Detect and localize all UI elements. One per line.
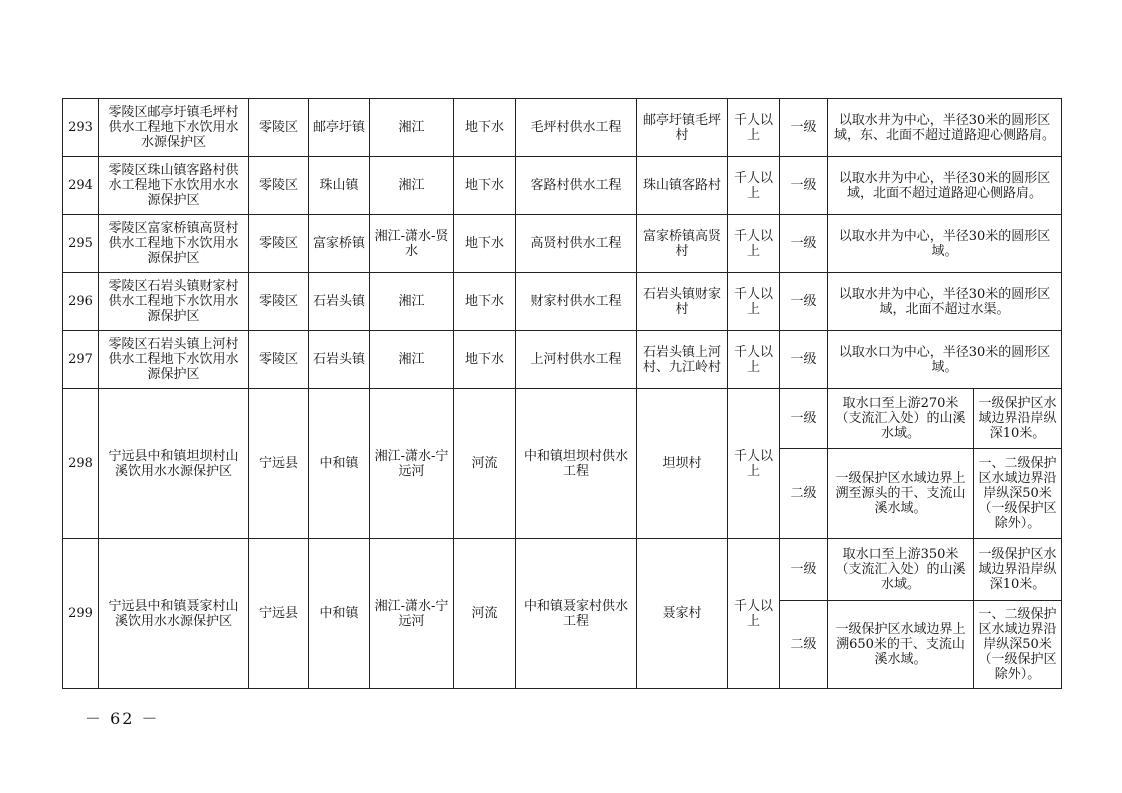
water-range: 一级保护区水域边界上溯至源头的干、支流山溪水域。 xyxy=(828,449,974,539)
water-range: 取水口至上游350米（支流汇入处）的山溪水域。 xyxy=(828,539,974,601)
water-type: 河流 xyxy=(454,539,516,689)
land-range: 一级保护区水域边界沿岸纵深10米。 xyxy=(974,539,1062,601)
service-area: 富家桥镇高贤村 xyxy=(637,215,728,273)
table-row xyxy=(63,215,1062,273)
river-basin: 湘江 xyxy=(370,157,454,215)
project-name: 中和镇聂家村供水工程 xyxy=(516,539,637,689)
scale: 千人以上 xyxy=(728,273,780,331)
land-range: 一级保护区水域边界沿岸纵深10米。 xyxy=(974,389,1062,449)
protection-level: 一级 xyxy=(780,389,828,449)
water-type: 地下水 xyxy=(454,157,516,215)
scale: 千人以上 xyxy=(728,99,780,157)
water-type: 地下水 xyxy=(454,215,516,273)
service-area: 邮亭圩镇毛坪村 xyxy=(637,99,728,157)
row-number: 293 xyxy=(63,99,99,157)
project-name: 高贤村供水工程 xyxy=(516,215,637,273)
town: 珠山镇 xyxy=(309,157,370,215)
water-type: 河流 xyxy=(454,389,516,539)
zone-name: 零陵区石岩头镇财家村供水工程地下水饮用水源保护区 xyxy=(99,273,249,331)
scale: 千人以上 xyxy=(728,389,780,539)
row-number: 298 xyxy=(63,389,99,539)
county: 零陵区 xyxy=(249,99,309,157)
town: 石岩头镇 xyxy=(309,273,370,331)
row-number: 297 xyxy=(63,331,99,389)
protection-level: 一级 xyxy=(780,539,828,601)
river-basin: 湘江 xyxy=(370,99,454,157)
town: 富家桥镇 xyxy=(309,215,370,273)
protection-level: 一级 xyxy=(780,331,828,389)
water-range: 取水口至上游270米（支流汇入处）的山溪水域。 xyxy=(828,389,974,449)
protection-zone-table xyxy=(62,98,1062,689)
town: 中和镇 xyxy=(309,389,370,539)
table-row xyxy=(63,389,1062,449)
river-basin: 湘江-潇水-贤水 xyxy=(370,215,454,273)
zone-name: 零陵区珠山镇客路村供水工程地下水饮用水水源保护区 xyxy=(99,157,249,215)
service-area: 坦坝村 xyxy=(637,389,728,539)
project-name: 中和镇坦坝村供水工程 xyxy=(516,389,637,539)
table-row xyxy=(63,99,1062,157)
table-row xyxy=(63,273,1062,331)
zone-name: 零陵区邮亭圩镇毛坪村供水工程地下水饮用水水源保护区 xyxy=(99,99,249,157)
service-area: 珠山镇客路村 xyxy=(637,157,728,215)
table-row xyxy=(63,331,1062,389)
town: 邮亭圩镇 xyxy=(309,99,370,157)
water-type: 地下水 xyxy=(454,331,516,389)
scale: 千人以上 xyxy=(728,539,780,689)
town: 石岩头镇 xyxy=(309,331,370,389)
page-number: － 62 － xyxy=(85,709,160,728)
protection-range: 以取水井为中心，半径30米的圆形区域，东、北面不超过道路迎心侧路肩。 xyxy=(828,99,1062,157)
land-range: 一、二级保护区水域边界沿岸纵深50米（一级保护区除外）。 xyxy=(974,449,1062,539)
protection-level: 二级 xyxy=(780,601,828,689)
zone-name: 零陵区富家桥镇高贤村供水工程地下水饮用水源保护区 xyxy=(99,215,249,273)
river-basin: 湘江 xyxy=(370,273,454,331)
table-row xyxy=(63,539,1062,601)
table-row xyxy=(63,157,1062,215)
zone-name: 零陵区石岩头镇上河村供水工程地下水饮用水源保护区 xyxy=(99,331,249,389)
zone-name: 宁远县中和镇聂家村山溪饮用水水源保护区 xyxy=(99,539,249,689)
scale: 千人以上 xyxy=(728,157,780,215)
water-type: 地下水 xyxy=(454,273,516,331)
zone-name: 宁远县中和镇坦坝村山溪饮用水水源保护区 xyxy=(99,389,249,539)
row-number: 295 xyxy=(63,215,99,273)
county: 零陵区 xyxy=(249,215,309,273)
scale: 千人以上 xyxy=(728,331,780,389)
river-basin: 湘江 xyxy=(370,331,454,389)
protection-range: 以取水井为中心，半径30米的圆形区域。 xyxy=(828,215,1062,273)
water-type: 地下水 xyxy=(454,99,516,157)
service-area: 石岩头镇财家村 xyxy=(637,273,728,331)
protection-range: 以取水井为中心，半径30米的圆形区域，北面不超过水渠。 xyxy=(828,273,1062,331)
row-number: 299 xyxy=(63,539,99,689)
protection-level: 一级 xyxy=(780,157,828,215)
county: 零陵区 xyxy=(249,331,309,389)
row-number: 296 xyxy=(63,273,99,331)
county: 零陵区 xyxy=(249,273,309,331)
project-name: 财家村供水工程 xyxy=(516,273,637,331)
protection-range: 以取水口为中心，半径30米的圆形区域。 xyxy=(828,331,1062,389)
protection-level: 一级 xyxy=(780,99,828,157)
protection-level: 一级 xyxy=(780,273,828,331)
river-basin: 湘江-潇水-宁远河 xyxy=(370,389,454,539)
service-area: 聂家村 xyxy=(637,539,728,689)
service-area: 石岩头镇上河村、九江岭村 xyxy=(637,331,728,389)
protection-level: 二级 xyxy=(780,449,828,539)
town: 中和镇 xyxy=(309,539,370,689)
land-range: 一、二级保护区水域边界沿岸纵深50米（一级保护区除外）。 xyxy=(974,601,1062,689)
water-range: 一级保护区水域边界上溯650米的干、支流山溪水域。 xyxy=(828,601,974,689)
county: 宁远县 xyxy=(249,539,309,689)
protection-range: 以取水井为中心，半径30米的圆形区域，北面不超过道路迎心侧路肩。 xyxy=(828,157,1062,215)
row-number: 294 xyxy=(63,157,99,215)
county: 宁远县 xyxy=(249,389,309,539)
county: 零陵区 xyxy=(249,157,309,215)
scale: 千人以上 xyxy=(728,215,780,273)
project-name: 上河村供水工程 xyxy=(516,331,637,389)
project-name: 客路村供水工程 xyxy=(516,157,637,215)
protection-level: 一级 xyxy=(780,215,828,273)
project-name: 毛坪村供水工程 xyxy=(516,99,637,157)
river-basin: 湘江-潇水-宁远河 xyxy=(370,539,454,689)
